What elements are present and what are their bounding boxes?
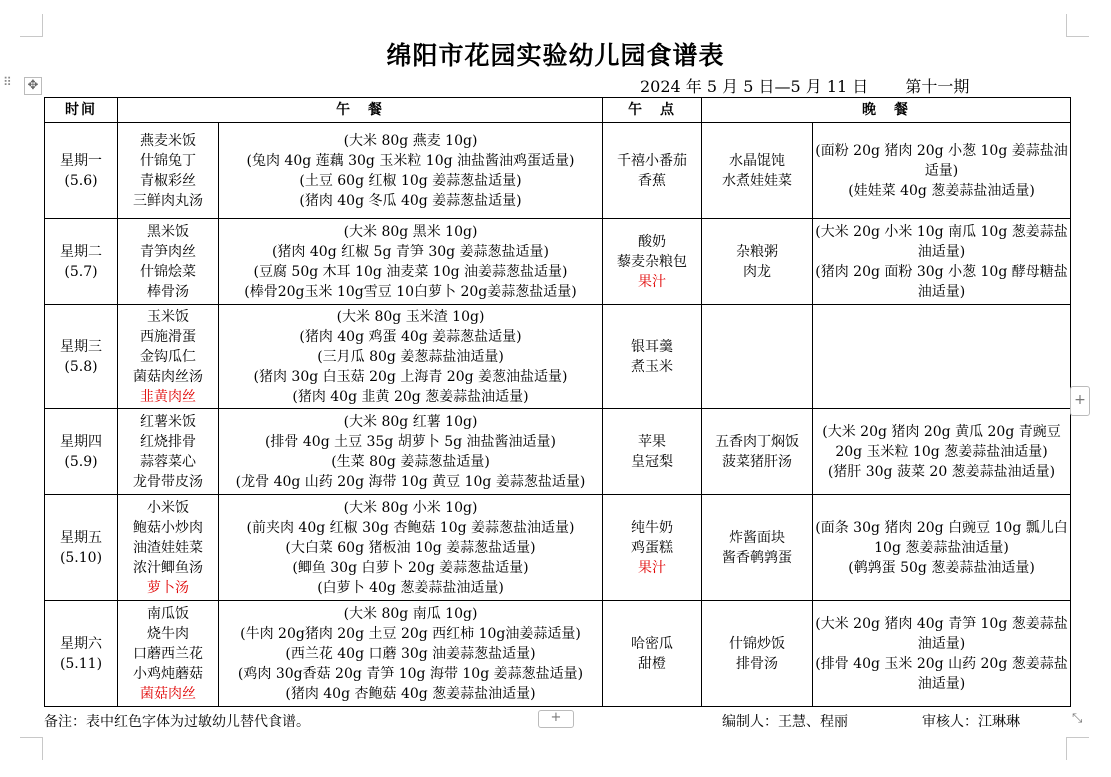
lunch-dish: 红烧排骨 (140, 433, 196, 450)
page-corner-mark (1066, 737, 1089, 760)
page-corner-mark (1066, 14, 1089, 37)
snack-item: 煮玉米 (631, 358, 673, 375)
snack-item: 甜橙 (638, 655, 666, 672)
day-date: (5.8) (64, 358, 98, 375)
day-name: 星期一 (60, 152, 102, 169)
dinner-dish: 水煮娃娃菜 (722, 172, 792, 189)
lunch-ingredient: (鸡肉 30g香菇 20g 青笋 10g 海带 10g 姜蒜葱盐适量) (237, 665, 584, 682)
dinner-ingredient: (面条 30g 猪肉 20g 白豌豆 10g 瓢儿白 10g 葱姜蒜盐油适量) (815, 519, 1068, 556)
lunch-ingredients-cell (219, 219, 603, 305)
dinner-ingredients-cell (813, 495, 1071, 601)
snack-cell (603, 305, 702, 409)
lunch-dish: 青椒彩丝 (140, 172, 196, 189)
lunch-dish: 金钩瓜仁 (140, 348, 196, 365)
allergy-snack: 果汁 (638, 559, 666, 576)
day-name: 星期五 (60, 529, 102, 546)
dinner-ingredient: (大米 20g 猪肉 40g 青笋 10g 葱姜蒜盐油适量) (815, 615, 1068, 652)
snack-cell (603, 219, 702, 305)
lunch-ingredient: (龙骨 40g 山药 20g 海带 10g 黄豆 10g 姜蒜葱盐适量) (235, 473, 586, 490)
lunch-ingredient: (西兰花 40g 口蘑 30g 油姜蒜葱盐适量) (285, 645, 536, 662)
dinner-dish: 酱香鹌鹑蛋 (722, 549, 792, 566)
dinner-dishes-cell (702, 123, 813, 219)
lunch-dish: 菌菇肉丝汤 (133, 368, 203, 385)
lunch-ingredient: (豆腐 50g 木耳 10g 油麦菜 10g 油姜蒜葱盐适量) (253, 263, 568, 280)
lunch-dish: 西施滑蛋 (140, 328, 196, 345)
lunch-dish: 什锦烩菜 (140, 263, 196, 280)
dinner-ingredient: (排骨 40g 玉米 20g 山药 20g 葱姜蒜盐油适量) (815, 655, 1068, 692)
lunch-ingredient: (猪肉 40g 韭黄 20g 葱姜蒜盐油适量) (292, 388, 529, 405)
header-snack: 午 点 (603, 98, 702, 123)
snack-item: 哈密瓜 (631, 635, 673, 652)
snack-cell (603, 495, 702, 601)
page-title: 绵阳市花园实验幼儿园食谱表 (386, 41, 725, 70)
lunch-dish: 燕麦米饭 (140, 132, 196, 149)
footer-reviewer: 审核人：江琳琳 (922, 714, 1020, 730)
lunch-ingredients-cell (219, 305, 603, 409)
table-row (45, 495, 1071, 601)
snack-cell (603, 601, 702, 707)
lunch-dish: 玉米饭 (147, 308, 189, 325)
footer-note: 备注：表中红色字体为过敏幼儿替代食谱。 (44, 714, 310, 730)
day-name: 星期三 (60, 338, 102, 355)
dinner-ingredients-cell (813, 305, 1071, 409)
snack-item: 纯牛奶 (631, 519, 673, 536)
table-row (45, 409, 1071, 495)
lunch-dish: 南瓜饭 (147, 605, 189, 622)
snack-item: 苹果 (638, 433, 666, 450)
dinner-ingredients-cell (813, 409, 1071, 495)
dinner-dish: 杂粮粥 (736, 243, 778, 260)
lunch-ingredients-cell (219, 409, 603, 495)
dinner-ingredient: (猪肝 30g 菠菜 20 葱姜蒜盐油适量) (827, 463, 1056, 480)
lunch-ingredient: (白萝卜 40g 葱姜蒜盐油适量) (317, 579, 504, 596)
snack-cell (603, 123, 702, 219)
dinner-dishes-cell (702, 219, 813, 305)
dinner-ingredient: (娃娃菜 40g 葱姜蒜盐油适量) (848, 182, 1035, 199)
lunch-dish: 青笋肉丝 (140, 243, 196, 260)
lunch-ingredient: (大米 80g 小米 10g) (343, 499, 478, 516)
snack-item: 酸奶 (638, 233, 666, 250)
snack-item: 藜麦杂粮包 (617, 253, 687, 270)
lunch-dish: 口蘑西兰花 (133, 645, 203, 662)
day-cell (45, 601, 118, 707)
period-label: 第十一期 (905, 77, 970, 96)
header-time: 时间 (45, 98, 118, 123)
dinner-dish: 排骨汤 (736, 655, 778, 672)
allergy-snack: 果汁 (638, 273, 666, 290)
lunch-ingredient: (大米 80g 红薯 10g) (343, 413, 478, 430)
lunch-ingredients-cell (219, 123, 603, 219)
lunch-dishes-cell (118, 219, 219, 305)
lunch-ingredient: (排骨 40g 土豆 35g 胡萝卜 5g 油盐酱油适量) (264, 433, 557, 450)
dinner-dish: 水晶馄饨 (729, 152, 785, 169)
lunch-dishes-cell (118, 409, 219, 495)
add-row-button[interactable]: + (538, 710, 574, 728)
day-date: (5.9) (64, 453, 98, 470)
dinner-dishes-cell (702, 409, 813, 495)
table-row (45, 601, 1071, 707)
snack-item: 皇冠梨 (631, 453, 673, 470)
lunch-ingredient: (土豆 60g 红椒 10g 姜蒜葱盐适量) (299, 172, 522, 189)
lunch-ingredients-cell (219, 601, 603, 707)
lunch-ingredient: (猪肉 40g 红椒 5g 青笋 30g 姜蒜葱盐适量) (271, 243, 550, 260)
drag-dots-icon[interactable]: ⠿ (3, 75, 12, 89)
day-date: (5.7) (64, 263, 98, 280)
dinner-dish: 炸酱面块 (729, 529, 785, 546)
dinner-ingredient: (猪肉 20g 面粉 30g 小葱 10g 酵母糖盐油适量) (815, 263, 1068, 300)
header-lunch: 午 餐 (118, 98, 603, 123)
day-cell (45, 409, 118, 495)
dinner-dish: 肉龙 (743, 263, 771, 280)
day-date: (5.11) (59, 655, 103, 672)
lunch-ingredient: (大米 80g 玉米渣 10g) (336, 308, 485, 325)
lunch-ingredient: (猪肉 40g 冬瓜 40g 姜蒜葱盐适量) (299, 192, 522, 209)
add-column-button[interactable]: + (1070, 386, 1090, 416)
lunch-ingredient: (大白菜 60g 猪板油 10g 姜蒜葱盐适量) (285, 539, 536, 556)
snack-item: 鸡蛋糕 (631, 539, 673, 556)
lunch-dish: 小鸡炖蘑菇 (133, 665, 203, 682)
dinner-dishes-cell (702, 305, 813, 409)
lunch-dish: 三鲜肉丸汤 (133, 192, 203, 209)
dinner-dish: 菠菜猪肝汤 (722, 453, 792, 470)
table-resize-icon[interactable]: ⤡ (1072, 711, 1083, 726)
lunch-dishes-cell (118, 123, 219, 219)
lunch-dish: 浓汁鲫鱼汤 (133, 559, 203, 576)
lunch-ingredient: (猪肉 30g 白玉菇 20g 上海青 20g 姜葱油盐适量) (253, 368, 568, 385)
table-row (45, 219, 1071, 305)
day-cell (45, 305, 118, 409)
day-date: (5.6) (64, 172, 98, 189)
lunch-ingredient: (大米 80g 燕麦 10g) (343, 132, 478, 149)
lunch-dish: 油渣娃娃菜 (133, 539, 203, 556)
dinner-ingredients-cell (813, 601, 1071, 707)
lunch-ingredient: (生菜 80g 姜蒜葱盐适量) (331, 453, 490, 470)
day-name: 星期四 (60, 433, 102, 450)
day-name: 星期二 (60, 243, 102, 260)
lunch-ingredients-cell (219, 495, 603, 601)
day-cell (45, 495, 118, 601)
page-corner-mark (20, 737, 43, 760)
lunch-dish: 小米饭 (147, 499, 189, 516)
lunch-dish: 蒜蓉菜心 (140, 453, 196, 470)
lunch-ingredient: (鲫鱼 30g 白萝卜 20g 姜蒜葱盐适量) (292, 559, 529, 576)
lunch-dishes-cell (118, 495, 219, 601)
dinner-dishes-cell (702, 495, 813, 601)
lunch-dish: 龙骨带皮汤 (133, 473, 203, 490)
dinner-dish: 什锦炒饭 (729, 635, 785, 652)
dinner-ingredients-cell (813, 219, 1071, 305)
table-row (45, 305, 1071, 409)
lunch-ingredient: (三月瓜 80g 姜葱蒜盐油适量) (317, 348, 504, 365)
lunch-dish: 什锦兔丁 (140, 152, 196, 169)
date-period-line (640, 74, 969, 97)
table-move-handle-icon[interactable]: ✥ (24, 77, 42, 95)
day-date: (5.10) (59, 549, 103, 566)
dinner-ingredient: (大米 20g 猪肉 20g 黄瓜 20g 青豌豆 20g 玉米粒 10g 葱姜蒜盐油适量) (822, 423, 1061, 460)
day-name: 星期六 (60, 635, 102, 652)
lunch-dish: 烧牛肉 (147, 625, 189, 642)
allergy-dish: 萝卜汤 (147, 579, 189, 596)
dinner-ingredient: (大米 20g 小米 10g 南瓜 10g 葱姜蒜盐油适量) (815, 223, 1068, 260)
dinner-ingredients-cell (813, 123, 1071, 219)
lunch-ingredient: (牛肉 20g猪肉 20g 土豆 20g 西红柿 10g油姜蒜适量) (240, 625, 581, 642)
lunch-ingredient: (大米 80g 南瓜 10g) (343, 605, 478, 622)
lunch-dishes-cell (118, 305, 219, 409)
snack-item: 千禧小番茄 (617, 152, 687, 169)
table-header-row (45, 98, 1071, 123)
dinner-dishes-cell (702, 601, 813, 707)
lunch-dish: 鲍菇小炒肉 (133, 519, 203, 536)
lunch-dish: 红薯米饭 (140, 413, 196, 430)
allergy-dish: 韭黄肉丝 (140, 388, 196, 405)
dinner-ingredient: (鹌鹑蛋 50g 葱姜蒜盐油适量) (848, 559, 1035, 576)
lunch-dish: 棒骨汤 (147, 283, 189, 300)
lunch-ingredient: (兔肉 40g 莲藕 30g 玉米粒 10g 油盐酱油鸡蛋适量) (246, 152, 575, 169)
header-dinner: 晚 餐 (702, 98, 1071, 123)
allergy-dish: 菌菇肉丝 (140, 685, 196, 702)
lunch-ingredient: (棒骨20g玉米 10g雪豆 10白萝卜 20g姜蒜葱盐适量) (244, 283, 577, 300)
lunch-ingredient: (猪肉 40g 鸡蛋 40g 姜蒜葱盐适量) (299, 328, 522, 345)
page-corner-mark (20, 14, 43, 37)
day-cell (45, 123, 118, 219)
lunch-ingredient: (大米 80g 黑米 10g) (343, 223, 478, 240)
lunch-ingredient: (猪肉 40g 杏鲍菇 40g 葱姜蒜盐油适量) (285, 685, 536, 702)
snack-item: 银耳羹 (631, 338, 673, 355)
dinner-dish: 五香肉丁焖饭 (715, 433, 799, 450)
lunch-dish: 黑米饭 (147, 223, 189, 240)
snack-item: 香蕉 (638, 172, 666, 189)
menu-table (44, 97, 1071, 707)
lunch-ingredient: (前夹肉 40g 红椒 30g 杏鲍菇 10g 姜蒜葱盐油适量) (246, 519, 575, 536)
snack-cell (603, 409, 702, 495)
table-row (45, 123, 1071, 219)
date-range: 2024 年 5 月 5 日—5 月 11 日 (640, 77, 869, 96)
lunch-dishes-cell (118, 601, 219, 707)
dinner-ingredient: (面粉 20g 猪肉 20g 小葱 10g 姜蒜盐油适量) (815, 142, 1068, 179)
day-cell (45, 219, 118, 305)
footer-editor: 编制人：王慧、程丽 (722, 714, 848, 730)
